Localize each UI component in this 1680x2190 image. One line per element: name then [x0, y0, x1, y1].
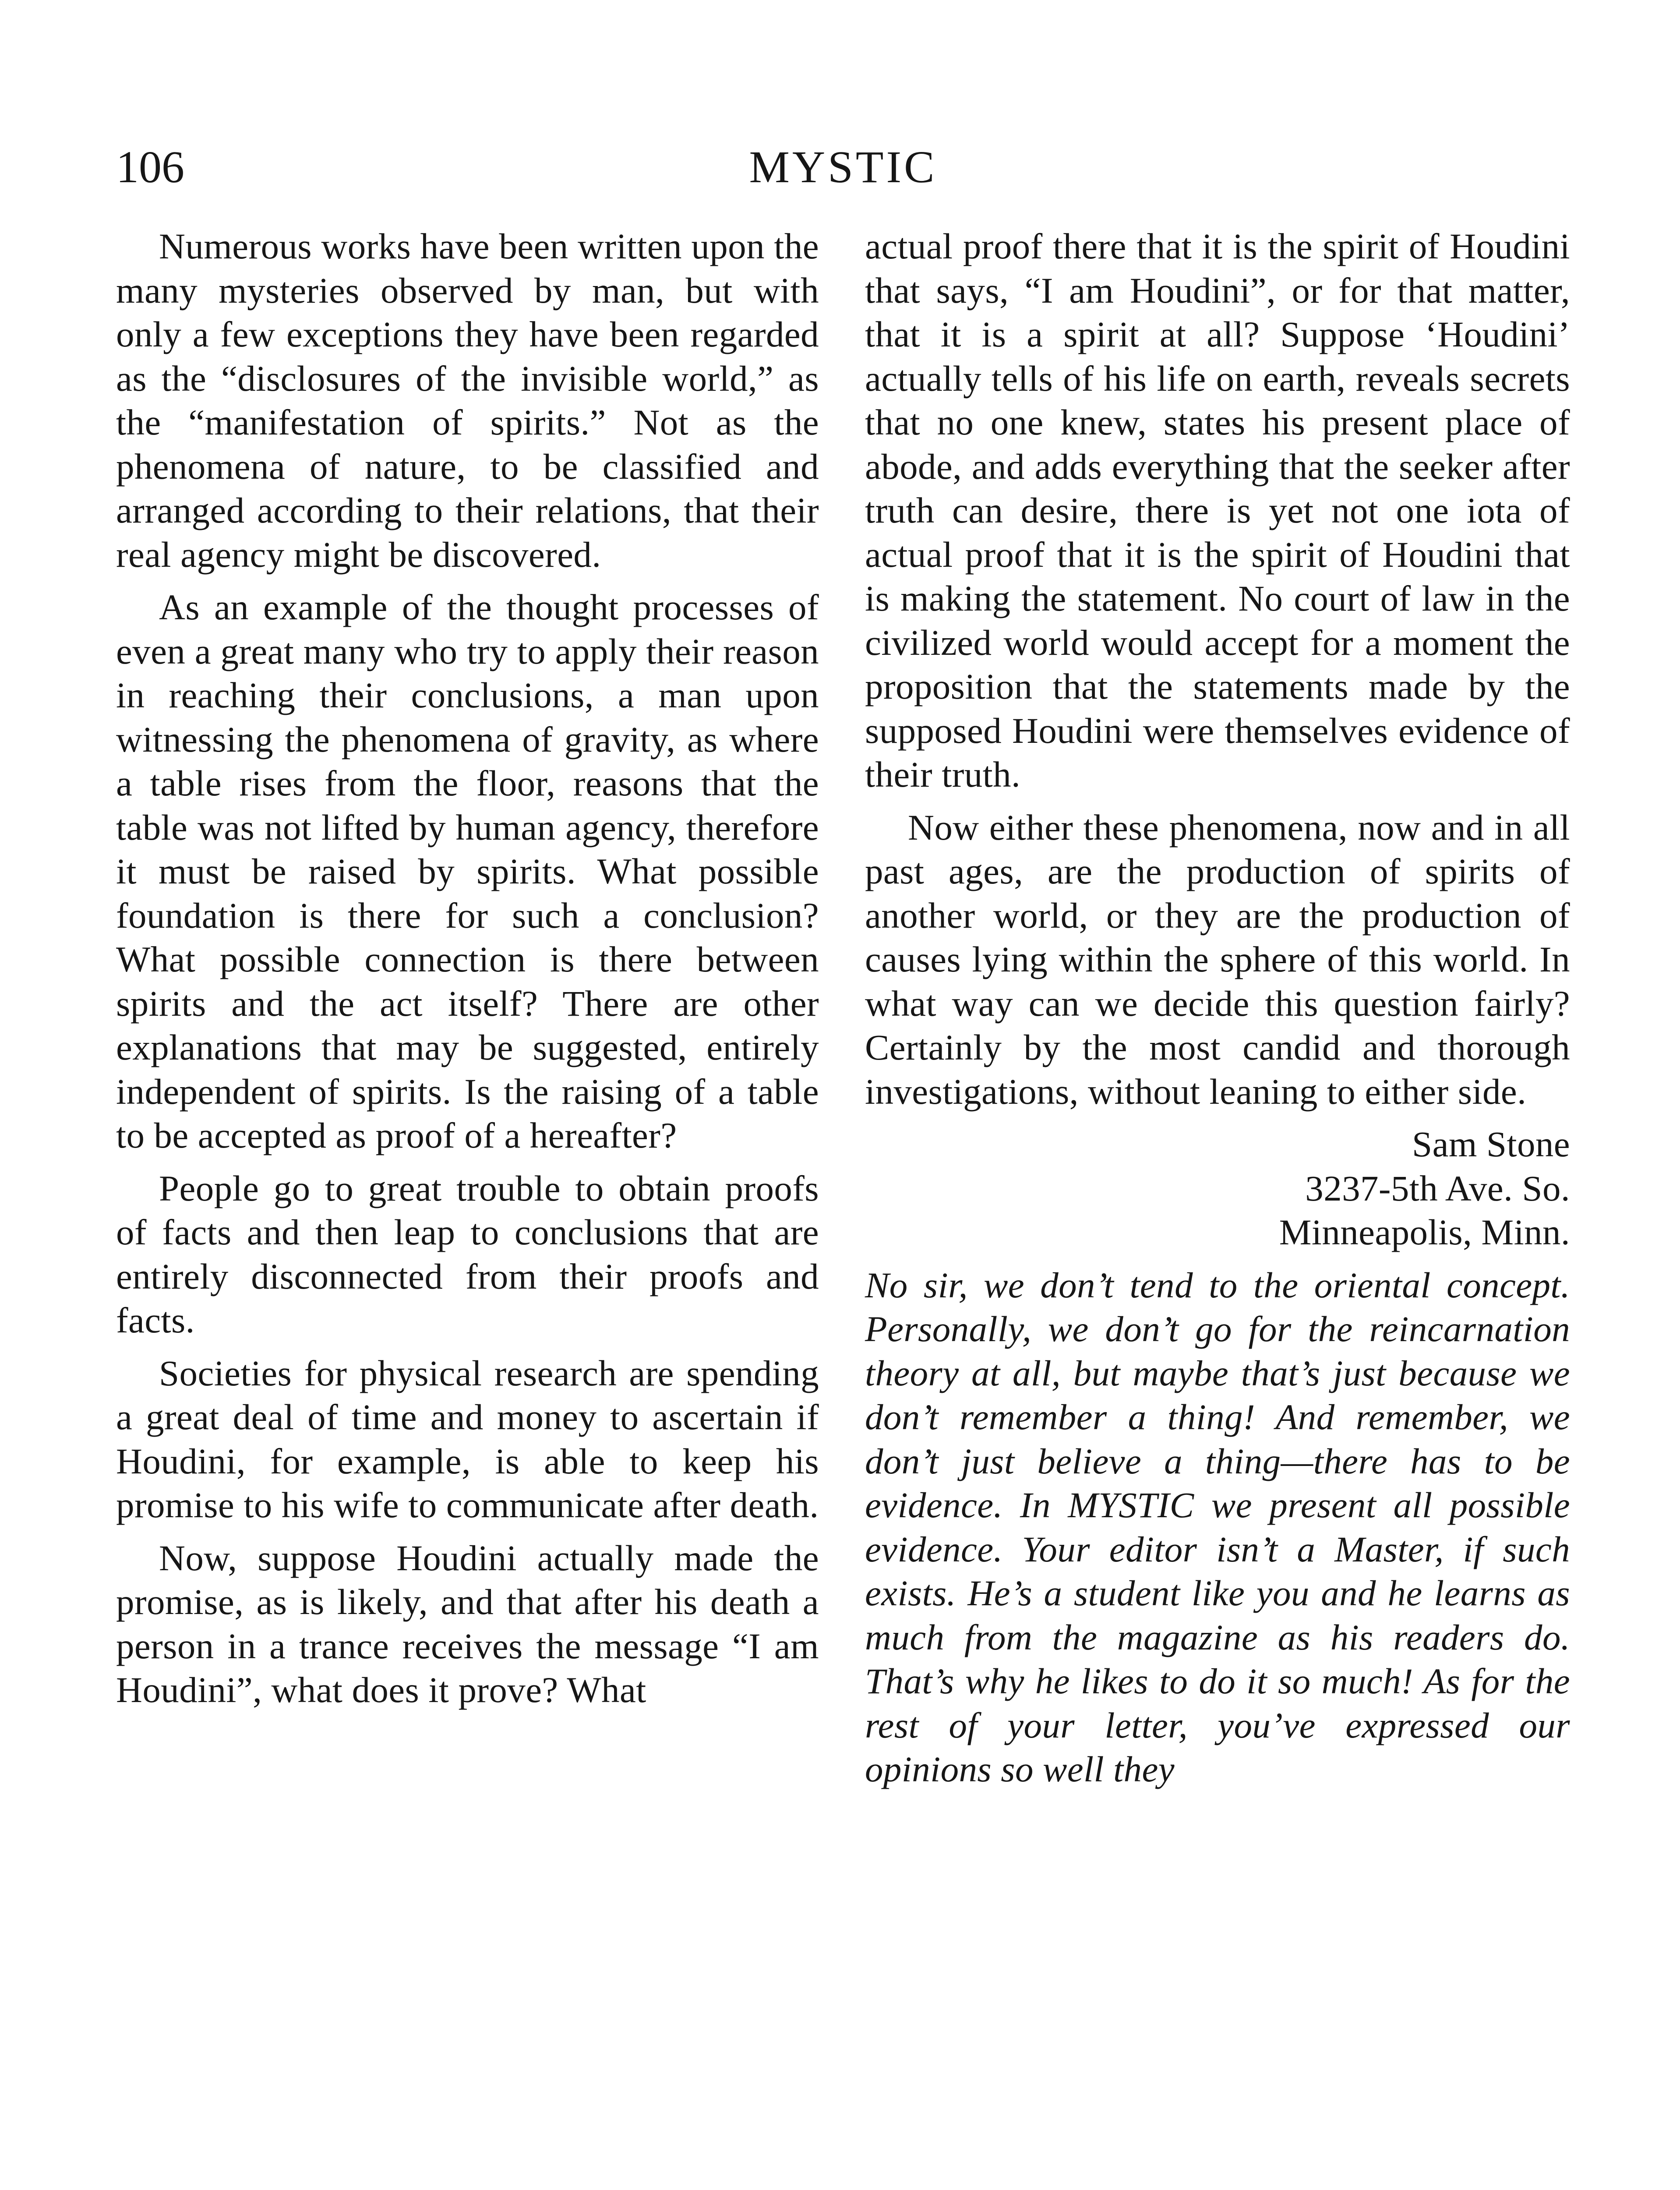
signature-city: Minneapolis, Minn. — [1279, 1212, 1570, 1252]
page-number: 106 — [116, 142, 184, 192]
left-paragraph-1: Numerous works have been written upon the many mysteries observed by man, but with only a few exceptions they have been regarded as the “disclosures of the invisible world,” as the “manifestation of spirits.” Not as the phenomena of nature, to be classified and arranged according to their relations, that their real agency might be discovered. — [116, 226, 819, 575]
page-header — [116, 141, 1570, 207]
left-paragraph-3: People go to great trouble to obtain proofs of facts and then leap to conclusions that are entirely disconnected from their proofs and facts. — [116, 1168, 819, 1340]
signature-name: Sam Stone — [1412, 1124, 1570, 1164]
letter-signature — [865, 1122, 1570, 1254]
running-head: MYSTIC — [749, 142, 937, 192]
right-paragraph-1: Now either these phenomena, now and in all past ages, are the production of spirits of another world, or they are the production of causes lying within the sphere of this world. In what way can we decide this question fairly? Certainly by the most candid and thorough investigations, without leaning to either side. — [865, 807, 1570, 1112]
signature-street: 3237-5th Ave. So. — [1305, 1168, 1570, 1208]
right-column — [865, 224, 1570, 1791]
left-paragraph-2: As an example of the thought processes of even a great many who try to apply their reason in reaching their conclusions, a man upon witnessing the phenomena of gravity, as where a table rises from the floor, reasons that the table was not lifted by human agency, therefore it must be raised by spirits. What possible foundation is there for such a conclusion? What possible connection is there between spirits and the act itself? There are other explanations that may be suggested, entirely independent of spirits. Is the raising of a table to be accepted as proof of a hereafter? — [116, 587, 819, 1155]
left-column — [116, 224, 819, 1712]
right-continuation: actual proof there that it is the spirit of Houdini that says, “I am Houdini”, or for that matter, that it is a spirit at all? Suppose ‘Houdini’ actually tells of his life on earth, reveals secrets that no one knew, states his present place of abode, and adds everything that the seeker after truth can desire, there is yet not one iota of actual proof that it is the spirit of Houdini that is making the statement. No court of law in the civilized world would accept for a moment the proposition that the statements made by the supposed Houdini were themselves evidence of their truth. — [865, 226, 1570, 795]
left-paragraph-4: Societies for physical research are spending a great deal of time and money to ascertain if Houdini, for example, is able to keep his promise to his wife to communicate after death. — [116, 1353, 819, 1525]
editor-reply: No sir, we don’t tend to the oriental concept. Personally, we don’t go for the reincarnation theory at all, but maybe that’s just because we don’t remember a thing! And remember, we don’t just believe a thing—there has to be evidence. In MYSTIC we present all possible evidence. Your editor isn’t a Master, if such exists. He’s a student like you and he learns as much from the magazine as his readers do. That’s why he likes to do it so much! As for the rest of your letter, you’ve expressed our opinions so well they — [865, 1265, 1570, 1789]
left-paragraph-5: Now, suppose Houdini actually made the promise, as is likely, and that after his death a person in a trance receives the message “I am Houdini”, what does it prove? What — [116, 1537, 819, 1710]
